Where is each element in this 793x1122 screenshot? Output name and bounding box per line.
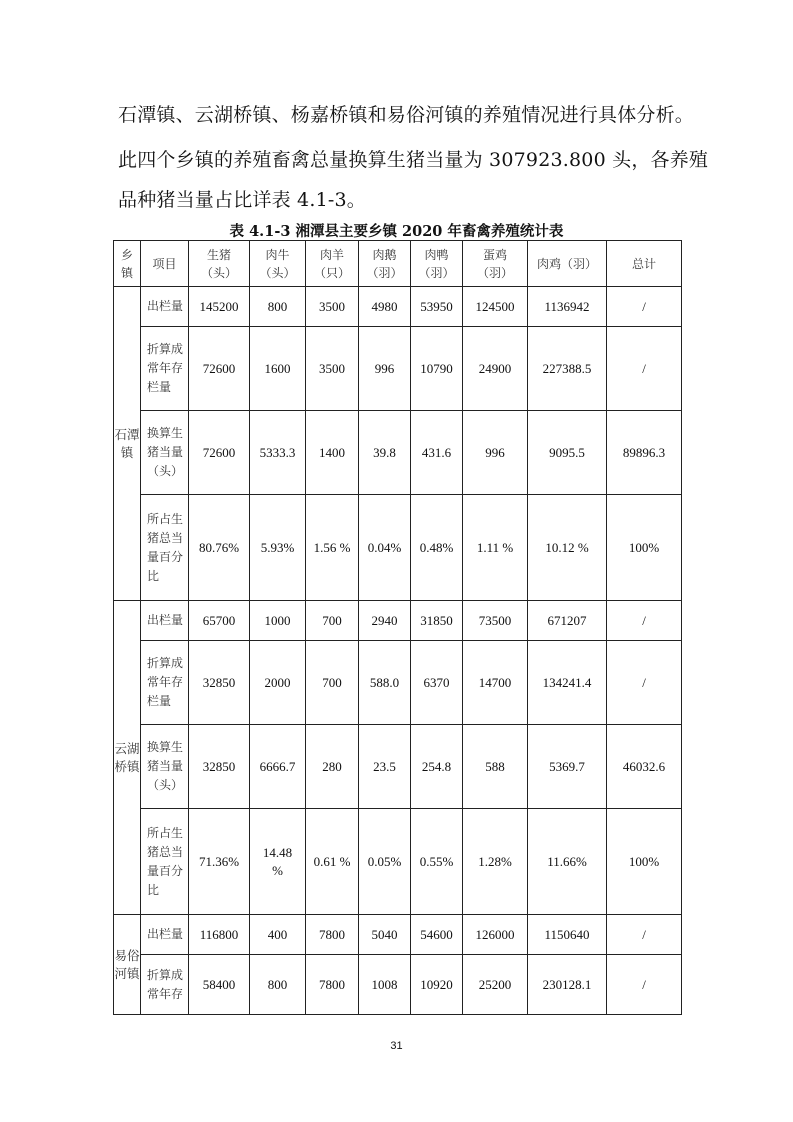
data-cell: 145200 bbox=[189, 287, 250, 327]
data-cell: 800 bbox=[250, 287, 306, 327]
data-cell: 0.55% bbox=[411, 809, 463, 915]
row-label-cell: 出栏量 bbox=[141, 915, 189, 955]
header-broiler: 肉鸡（羽） bbox=[528, 241, 607, 287]
data-cell: 5.93% bbox=[250, 495, 306, 601]
table-row bbox=[114, 327, 682, 411]
data-cell: 4980 bbox=[359, 287, 411, 327]
row-label-cell: 所占生猪总当量百分比 bbox=[141, 809, 189, 915]
data-cell: 72600 bbox=[189, 327, 250, 411]
row-label-cell: 换算生猪当量（头） bbox=[141, 411, 189, 495]
data-cell: 0.48% bbox=[411, 495, 463, 601]
data-cell: / bbox=[607, 915, 682, 955]
row-label-cell: 折算成常年存栏量 bbox=[141, 327, 189, 411]
data-cell: 0.04% bbox=[359, 495, 411, 601]
data-cell: 1150640 bbox=[528, 915, 607, 955]
data-cell: 100% bbox=[607, 809, 682, 915]
data-cell: 588 bbox=[463, 725, 528, 809]
data-cell: 32850 bbox=[189, 725, 250, 809]
data-cell: 100% bbox=[607, 495, 682, 601]
data-cell: 31850 bbox=[411, 601, 463, 641]
data-cell: 25200 bbox=[463, 955, 528, 1015]
data-cell: 254.8 bbox=[411, 725, 463, 809]
data-cell: 89896.3 bbox=[607, 411, 682, 495]
data-cell: 1400 bbox=[306, 411, 359, 495]
header-sheep: 肉羊（只） bbox=[306, 241, 359, 287]
data-cell: 39.8 bbox=[359, 411, 411, 495]
data-cell: 671207 bbox=[528, 601, 607, 641]
data-cell: 6666.7 bbox=[250, 725, 306, 809]
data-cell: 11.66% bbox=[528, 809, 607, 915]
data-cell: 54600 bbox=[411, 915, 463, 955]
data-cell: / bbox=[607, 327, 682, 411]
data-cell: 134241.4 bbox=[528, 641, 607, 725]
table-row bbox=[114, 411, 682, 495]
data-cell: / bbox=[607, 641, 682, 725]
row-label-cell: 折算成常年存 bbox=[141, 955, 189, 1015]
data-cell: 230128.1 bbox=[528, 955, 607, 1015]
body-text-line-2: 此四个乡镇的养殖畜禽总量换算生猪当量为 307923.800 头，各养殖 bbox=[118, 149, 709, 171]
data-cell: 7800 bbox=[306, 915, 359, 955]
data-cell: 14700 bbox=[463, 641, 528, 725]
data-cell: 10920 bbox=[411, 955, 463, 1015]
data-cell: 700 bbox=[306, 641, 359, 725]
data-cell: 400 bbox=[250, 915, 306, 955]
data-cell: 2940 bbox=[359, 601, 411, 641]
data-cell: 3500 bbox=[306, 287, 359, 327]
header-goose: 肉鹅（羽） bbox=[359, 241, 411, 287]
data-cell: 73500 bbox=[463, 601, 528, 641]
data-cell: 24900 bbox=[463, 327, 528, 411]
data-cell: 32850 bbox=[189, 641, 250, 725]
data-cell: 996 bbox=[463, 411, 528, 495]
table-row bbox=[114, 725, 682, 809]
data-cell: 9095.5 bbox=[528, 411, 607, 495]
header-item: 项目 bbox=[141, 241, 189, 287]
data-cell: 116800 bbox=[189, 915, 250, 955]
data-cell: 14.48 % bbox=[250, 809, 306, 915]
data-cell: 280 bbox=[306, 725, 359, 809]
data-cell: / bbox=[607, 955, 682, 1015]
data-cell: / bbox=[607, 287, 682, 327]
data-cell: 431.6 bbox=[411, 411, 463, 495]
table-row bbox=[114, 601, 682, 641]
table-row bbox=[114, 641, 682, 725]
data-cell: 46032.6 bbox=[607, 725, 682, 809]
table-row bbox=[114, 495, 682, 601]
data-cell: 588.0 bbox=[359, 641, 411, 725]
livestock-table bbox=[113, 240, 682, 1015]
row-label-cell: 折算成常年存栏量 bbox=[141, 641, 189, 725]
row-label-cell: 出栏量 bbox=[141, 287, 189, 327]
header-duck: 肉鸭（羽） bbox=[411, 241, 463, 287]
data-cell: 2000 bbox=[250, 641, 306, 725]
header-cattle: 肉牛（头） bbox=[250, 241, 306, 287]
header-layer: 蛋鸡（羽） bbox=[463, 241, 528, 287]
page-number: 31 bbox=[390, 1040, 403, 1052]
row-label-cell: 出栏量 bbox=[141, 601, 189, 641]
data-cell: 65700 bbox=[189, 601, 250, 641]
town-name-cell: 云湖桥镇 bbox=[114, 601, 141, 915]
data-cell: 10790 bbox=[411, 327, 463, 411]
data-cell: 80.76% bbox=[189, 495, 250, 601]
table-row bbox=[114, 915, 682, 955]
data-cell: / bbox=[607, 601, 682, 641]
table-row bbox=[114, 955, 682, 1015]
row-label-cell: 换算生猪当量（头） bbox=[141, 725, 189, 809]
data-cell: 1000 bbox=[250, 601, 306, 641]
table-row bbox=[114, 809, 682, 915]
data-cell: 72600 bbox=[189, 411, 250, 495]
header-town: 乡镇 bbox=[114, 241, 141, 287]
data-cell: 58400 bbox=[189, 955, 250, 1015]
data-cell: 6370 bbox=[411, 641, 463, 725]
data-cell: 10.12 % bbox=[528, 495, 607, 601]
town-name-cell: 石潭镇 bbox=[114, 287, 141, 601]
row-label-cell: 所占生猪总当量百分比 bbox=[141, 495, 189, 601]
data-cell: 227388.5 bbox=[528, 327, 607, 411]
data-cell: 5040 bbox=[359, 915, 411, 955]
data-cell: 0.61 % bbox=[306, 809, 359, 915]
header-pig: 生猪（头） bbox=[189, 241, 250, 287]
data-cell: 3500 bbox=[306, 327, 359, 411]
data-cell: 1.28% bbox=[463, 809, 528, 915]
data-cell: 1008 bbox=[359, 955, 411, 1015]
data-cell: 0.05% bbox=[359, 809, 411, 915]
header-row bbox=[114, 241, 682, 287]
data-cell: 7800 bbox=[306, 955, 359, 1015]
data-cell: 5369.7 bbox=[528, 725, 607, 809]
data-cell: 124500 bbox=[463, 287, 528, 327]
data-cell: 126000 bbox=[463, 915, 528, 955]
data-cell: 23.5 bbox=[359, 725, 411, 809]
body-text-line-1: 石潭镇、云湖桥镇、杨嘉桥镇和易俗河镇的养殖情况进行具体分析。 bbox=[118, 104, 695, 126]
data-cell: 1.11 % bbox=[463, 495, 528, 601]
table-title: 表 4.1-3 湘潭县主要乡镇 2020 年畜禽养殖统计表 bbox=[229, 223, 564, 240]
body-text-line-3: 品种猪当量占比详表 4.1-3。 bbox=[118, 189, 366, 211]
data-cell: 1136942 bbox=[528, 287, 607, 327]
data-cell: 5333.3 bbox=[250, 411, 306, 495]
data-cell: 800 bbox=[250, 955, 306, 1015]
header-total: 总计 bbox=[607, 241, 682, 287]
data-cell: 1600 bbox=[250, 327, 306, 411]
table-row bbox=[114, 287, 682, 327]
data-cell: 71.36% bbox=[189, 809, 250, 915]
data-cell: 53950 bbox=[411, 287, 463, 327]
town-name-cell: 易俗河镇 bbox=[114, 915, 141, 1015]
data-cell: 700 bbox=[306, 601, 359, 641]
data-cell: 996 bbox=[359, 327, 411, 411]
data-cell: 1.56 % bbox=[306, 495, 359, 601]
